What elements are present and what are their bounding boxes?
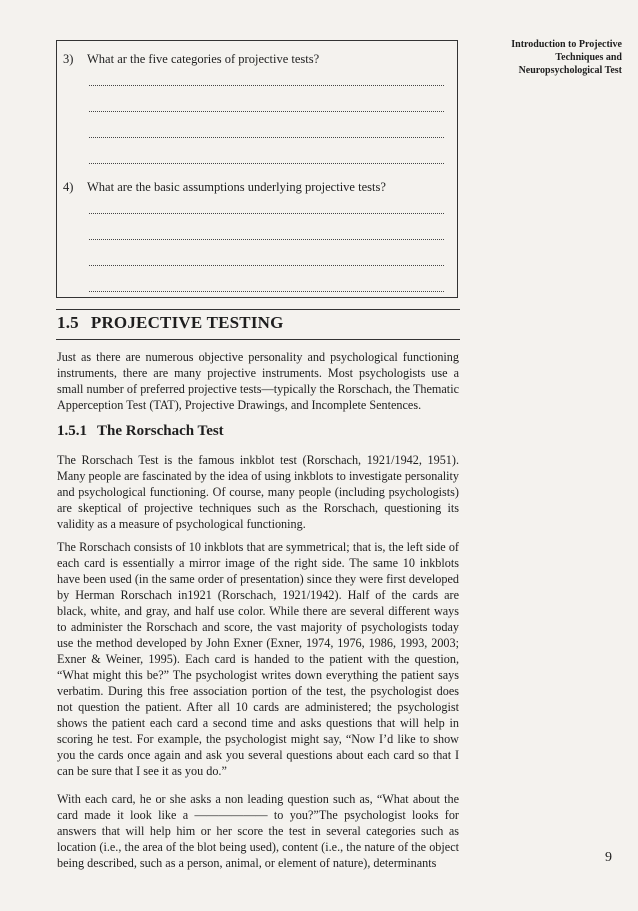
section-number: 1.5 bbox=[57, 313, 79, 332]
answer-line[interactable] bbox=[89, 291, 444, 292]
answer-line[interactable] bbox=[89, 163, 444, 164]
running-header bbox=[472, 38, 622, 77]
subsection-title: The Rorschach Test bbox=[97, 423, 224, 439]
subsection-number: 1.5.1 bbox=[57, 423, 87, 439]
answer-line[interactable] bbox=[89, 213, 444, 214]
answer-line[interactable] bbox=[89, 111, 444, 112]
section-rule bbox=[56, 339, 460, 340]
question-text: What are the basic assumptions underlying projective tests? bbox=[87, 180, 386, 194]
running-header-line: Techniques and bbox=[555, 52, 622, 63]
question-number: 3) bbox=[63, 52, 74, 66]
section-rule bbox=[56, 309, 460, 310]
question-3 bbox=[63, 51, 319, 67]
section-title: PROJECTIVE TESTING bbox=[90, 313, 284, 332]
question-text: What ar the five categories of projective tests? bbox=[87, 52, 320, 66]
body-paragraph: With each card, he or she asks a non leading question such as, “What about the card made it look like a —————— to you?”The psychologist looks for answers that will help him or her score the test in several categories such as location (i.e., the area of the blot being used), content (i.e., the nature of the object being described, such as a person, animal, or element of nature), determinants bbox=[57, 792, 459, 870]
body-paragraph: The Rorschach Test is the famous inkblot test (Rorschach, 1921/1942, 1951). Many people are fascinated by the idea of using inkblots to investigate personality and psychological functioning. Of course, many people (including psychologists) are skeptical of projective techniques such as the Rorschach, questioning its validity as a measure of psychological functioning. bbox=[57, 453, 459, 531]
answer-line[interactable] bbox=[89, 85, 444, 86]
answer-line[interactable] bbox=[89, 265, 444, 266]
running-header-line: Introduction to Projective bbox=[511, 39, 622, 50]
subsection-heading bbox=[57, 423, 224, 440]
section-intro-paragraph: Just as there are numerous objective personality and psychological functioning instruments, there are many projective instruments. Most psychologists use a small number of preferred projective tests—typically the Rorschach, the Thematic Apperception Test (TAT), Projective Drawings, and Incomplete Sentences. bbox=[57, 350, 459, 412]
check-your-progress-box bbox=[56, 40, 458, 298]
running-header-line: Neuropsychological Test bbox=[518, 65, 622, 76]
answer-line[interactable] bbox=[89, 239, 444, 240]
page-number: 9 bbox=[605, 850, 612, 865]
body-paragraph: The Rorschach consists of 10 inkblots that are symmetrical; that is, the left side of each card is essentially a mirror image of the right side. The same 10 inkblots have been used (in the same order of presentation) since they were first developed by Herman Rorschach in1921 (Rorschach, 1921/1942). Half of the cards are black, white, and gray, and half use color. While there are several different ways to administer the Rorschach and score, the vast majority of psychologists today use the method developed by John Exner (Exner, 1974, 1976, 1986, 1993, 2003; Exner & Weiner, 1995). Each card is handed to the patient with the question, “What might this be?” The psychologist writes down everything the patient says verbatim. During this free association portion of the test, the psychologist does not question the patient. After all 10 cards are administered; the psychologist shows the patient each card a second time and asks questions that will help in scoring he test. For example, the psychologist might say, “Now I’d like to show you the cards once again and ask you several questions about each card so that I can be sure that I see it as you do.” bbox=[57, 540, 459, 778]
answer-line[interactable] bbox=[89, 137, 444, 138]
question-number: 4) bbox=[63, 180, 74, 194]
question-4 bbox=[63, 179, 386, 195]
section-heading bbox=[57, 313, 284, 333]
